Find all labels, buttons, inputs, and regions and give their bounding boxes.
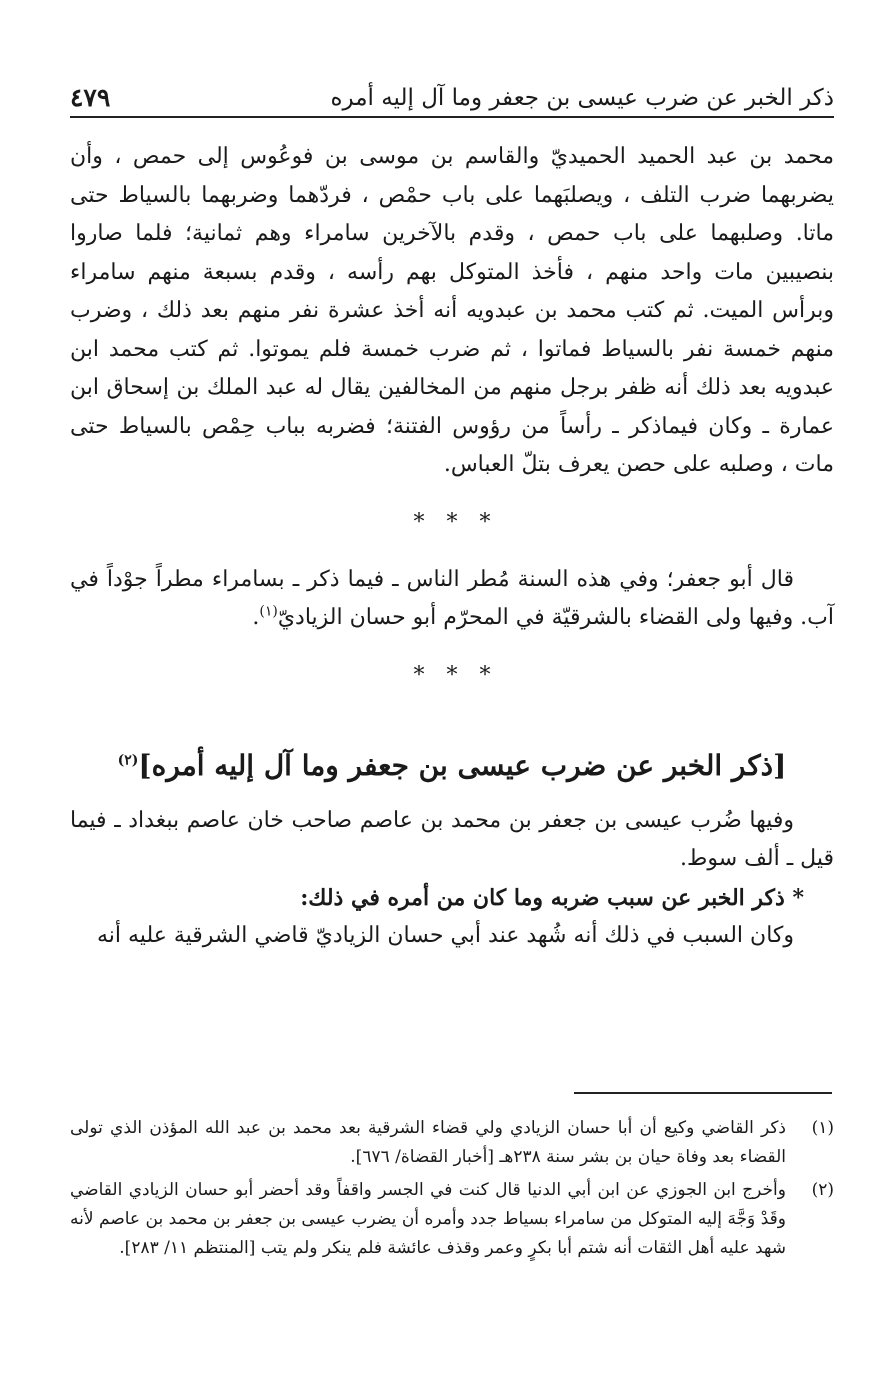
page-header xyxy=(70,72,834,118)
footnotes xyxy=(70,1114,834,1267)
page-number: ٤٧٩ xyxy=(70,83,111,112)
paragraph: محمد بن عبد الحميد الحميديّ والقاسم بن موسى بن فوعُوس إلى حمص ، وأن يضربهما ضرب التلف ، ويصلبَهما على باب حمْص ، فردّهما وضربهما بالسياط حتى ماتا. وصلبهما على باب حمص ، وقدم بالآخرين سامراء وهم ثمانية؛ فلما صاروا بنصيبين مات واحد منهم ، فأخذ المتوكل بهم رأسه ، وقدم بسبعة منهم سامراء وبرأس الميت. ثم كتب محمد بن عبدويه أنه أخذ عشرة نفر منهم بعد ذلك ، وضرب منهم خمسة نفر بالسياط فماتوا ، ثم ضرب خمسة فلم يموتوا. ثم كتب محمد ابن عبدويه بعد ذلك أنه ظفر برجل منهم من المخالفين يقال له عبد الملك بن إسحاق ابن عمارة ـ وكان فيماذكر ـ رأساً من رؤوس الفتنة؛ فضربه بباب حِمْص بالسياط حتى مات ، وصلبه على حصن يعرف بتلّ العباس. xyxy=(70,144,834,477)
paragraph-text: قال أبو جعفر؛ وفي هذه السنة مُطر الناس ـ فيما ذكر ـ بسامراء مطراً جوْداً في آب. وفيها ولى القضاء بالشرقيّة في المحرّم أبو حسان الزياديّ xyxy=(70,566,834,630)
footnote-text: وأخرج ابن الجوزي عن ابن أبي الدنيا قال كنت في الجسر واقفاً وقد أحضر أبو حسان الزيادي القاضي وقَدْ وَجَّهَ إليه المتوكل من سامراء بسياط جدد وأمره أن يضرب عيسى بن جعفر بن محمد بن عاصم لأنه شهد عليه أهل الثقات أنه شتم أبا بكرٍ وعمر وقذف عائشة فلم ينكر ولم يتب [المنتظم ١١/ ٢٨٣]. xyxy=(70,1180,786,1258)
section-heading xyxy=(70,744,834,788)
footnote-divider xyxy=(574,1092,832,1094)
paragraph: وكان السبب في ذلك أنه شُهد عند أبي حسان الزياديّ قاضي الشرقية عليه أنه xyxy=(96,923,794,948)
section-separator: *** xyxy=(413,662,513,688)
section-heading-text: [ذكر الخبر عن ضرب عيسى بن جعفر وما آل إليه أمره] xyxy=(138,748,787,782)
footnote-reference[interactable]: (١) xyxy=(259,603,278,620)
paragraph-end: . xyxy=(252,605,260,630)
paragraph xyxy=(70,561,834,638)
footnote xyxy=(70,1114,834,1172)
running-title: ذكر الخبر عن ضرب عيسى بن جعفر وما آل إليه أمره xyxy=(330,85,834,111)
subheading: * ذكر الخبر عن سبب ضربه وما كان من أمره في ذلك: xyxy=(300,884,804,911)
footnote-text: ذكر القاضي وكيع أن أبا حسان الزيادي ولي قضاء الشرقية بعد محمد بن عبد الله المؤذن الذي تولى القضاء بعد وفاة حيان بن بشر سنة ٢٣٨هـ [أخبار القضاة/ ٦٧٦]. xyxy=(70,1118,787,1167)
main-text xyxy=(70,138,834,956)
paragraph: وفيها ضُرب عيسى بن جعفر بن محمد بن عاصم صاحب خان عاصم ببغداد ـ فيما قيل ـ ألف سوط. xyxy=(70,807,834,871)
footnote-reference[interactable]: (٢) xyxy=(117,752,139,769)
footnote-number: (١) xyxy=(811,1118,834,1138)
footnote xyxy=(70,1176,834,1263)
section-separator: *** xyxy=(413,509,513,535)
footnote-number: (٢) xyxy=(811,1180,834,1200)
